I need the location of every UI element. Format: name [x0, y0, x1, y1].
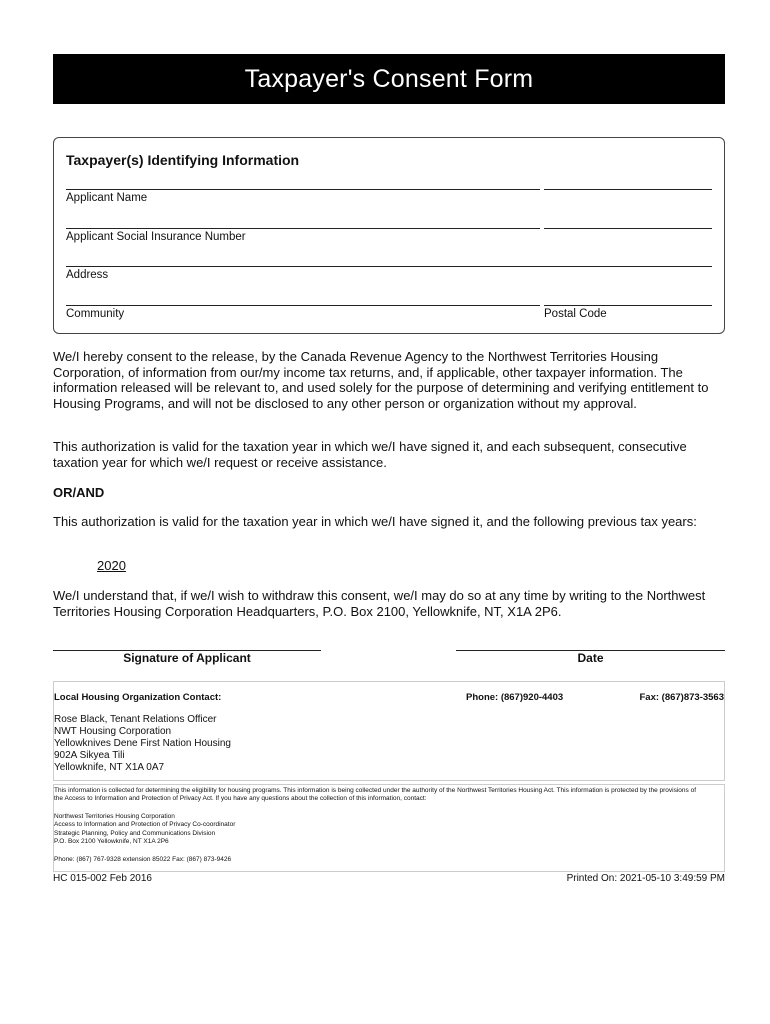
- privacy-notice-text: This information is collected for determining the eligibility for housing programs. This information is being collected under the authority of the Northwest Territories Housing Act. This information is protected by the provisions of the Access to Information and Protection of Privacy Act. If you have any questions about the collection of this information, contact:: [54, 787, 697, 803]
- contact-line: Rose Black, Tenant Relations Officer: [54, 714, 217, 725]
- contact-phone: Phone: (867)920-4403: [466, 692, 564, 703]
- consent-paragraph: We/I hereby consent to the release, by the Canada Revenue Agency to the Northwest Territories Housing Corporation, of information from our/my income tax returns, and, if applicable, other taxpayer information. The information released will be relevant to, and used solely for the purpose of determining and verifying entitlement to Housing Programs, and will not be disclosed to any other person or organization without my approval.: [53, 349, 709, 411]
- contact-line: 902A Sikyea Tili: [54, 750, 125, 761]
- postal-code-label: Postal Code: [544, 308, 607, 320]
- sin-label: Applicant Social Insurance Number: [66, 231, 246, 243]
- applicant-name-label: Applicant Name: [66, 192, 148, 204]
- community-field[interactable]: [66, 305, 540, 306]
- section-heading: Taxpayer(s) Identifying Information: [66, 152, 300, 168]
- identifying-info-section: [53, 137, 725, 334]
- contact-section: [53, 681, 725, 781]
- privacy-address-line: Strategic Planning, Policy and Communications Division: [54, 829, 216, 837]
- contact-address: [54, 714, 231, 774]
- previous-years-paragraph: This authorization is valid for the taxation year in which we/I have signed it, and the following previous tax years:: [53, 514, 697, 529]
- address-field[interactable]: [66, 266, 712, 267]
- privacy-address-line: Access to Information and Protection of Privacy Co-coordinator: [54, 821, 236, 829]
- contact-line: Yellowknife, NT X1A 0A7: [54, 762, 165, 773]
- community-label: Community: [66, 308, 125, 320]
- privacy-address-line: P.O. Box 2100 Yellowknife, NT X1A 2P6: [54, 837, 169, 845]
- validity-paragraph: This authorization is valid for the taxation year in which we/I have signed it, and each subsequent, consecutive taxation year for which we/I request or receive assistance.: [53, 439, 687, 470]
- applicant-name-extra-field[interactable]: [544, 189, 712, 190]
- contact-line: Yellowknives Dene First Nation Housing: [54, 738, 231, 749]
- contact-line: NWT Housing Corporation: [54, 726, 172, 737]
- contact-fax: Fax: (867)873-3563: [639, 692, 724, 703]
- applicant-name-field[interactable]: [66, 189, 540, 190]
- form-title: Taxpayer's Consent Form: [53, 54, 725, 104]
- privacy-notice-section: [53, 784, 725, 872]
- form-id: HC 015-002 Feb 2016: [53, 873, 152, 884]
- tax-year-value[interactable]: 2020: [97, 558, 126, 573]
- sin-field[interactable]: [66, 228, 540, 229]
- withdraw-paragraph: We/I understand that, if we/I wish to withdraw this consent, we/I may do so at any time by writing to the Northwest Territories Housing Corporation Headquarters, P.O. Box 2100, Yellowknife, NT, X1A 2P6.: [53, 588, 706, 619]
- or-and-heading: OR/AND: [53, 485, 105, 500]
- signature-label: Signature of Applicant: [123, 651, 251, 665]
- postal-code-field[interactable]: [544, 305, 712, 306]
- contact-label: Local Housing Organization Contact:: [54, 692, 222, 703]
- privacy-address-line: Northwest Territories Housing Corporation: [54, 813, 175, 820]
- privacy-phone: Phone: (867) 767-9328 extension 85022 Fax: (867) 873-9426: [54, 856, 232, 863]
- sin-extra-field[interactable]: [544, 228, 712, 229]
- address-label: Address: [66, 269, 109, 281]
- privacy-address: [54, 813, 235, 846]
- printed-date: Printed On: 2021-05-10 3:49:59 PM: [566, 873, 725, 884]
- date-label: Date: [577, 651, 604, 665]
